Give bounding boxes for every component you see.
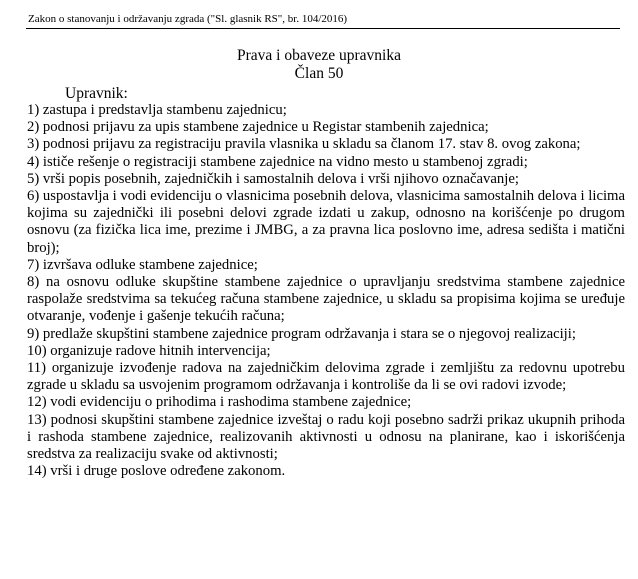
list-item-7: 7) izvršava odluke stambene zajednice;	[27, 256, 258, 273]
list-item-10: 10) organizuje radove hitnih intervencija;	[27, 342, 271, 359]
list-item-13: 13) podnosi skupštini stambene zajednice izveštaj o radu koji posebno sadrži prikaz ukupnih prihoda i rashoda stambene zajednice, realizovanih aktivnosti u odnosu na planirane, kao i iskorišćenja sredstva za realizaciju svake od aktivnosti;	[27, 411, 625, 463]
list-item-1: 1) zastupa i predstavlja stambenu zajednicu;	[27, 102, 287, 118]
article-number: Član 50	[294, 65, 344, 82]
list-item-11: 11) organizuje izvođenje radova na zajedničkim delovima zgrade i zemljištu za redovnu upotrebu zgrade u skladu sa usvojenim programom održavanja i kontroliše da li se ovi radovi izvode;	[27, 360, 625, 394]
article-intro: Upravnik:	[65, 85, 128, 102]
list-item-3: 3) podnosi prijavu za registraciju pravila vlasnika u skladu sa članom 17. stav 8. ovog zakona;	[27, 136, 581, 153]
list-item-9: 9) predlaže skupštini stambene zajednice program održavanja i stara se o njegovoj realizaciji;	[27, 325, 576, 342]
law-citation-header: Zakon o stanovanju i održavanju zgrada ("Sl. glasnik RS", br. 104/2016)	[28, 13, 348, 25]
header-divider	[26, 28, 620, 29]
duties-list	[27, 102, 625, 480]
article-heading: Prava i obaveze upravnika	[237, 47, 401, 64]
list-item-8: 8) na osnovu odluke skupštine stambene zajednice o upravljanju sredstvima stambene zajednice raspolaže sredstvima sa tekućeg računa stambene zajednice, u skladu sa propisima kojima se uređuje otvaranje, vođenje i gašenje tekućih računa;	[27, 274, 625, 325]
list-item-12: 12) vodi evidenciju o prihodima i rashodima stambene zajednice;	[27, 394, 412, 411]
list-item-4: 4) ističe rešenje o registraciji stambene zajednice na vidno mesto u stambenoj zgradi;	[27, 153, 528, 170]
list-item-14: 14) vrši i druge poslove određene zakonom.	[27, 463, 286, 480]
list-item-5: 5) vrši popis posebnih, zajedničkih i samostalnih delova i vrši njihovo označavanje;	[27, 170, 519, 187]
list-item-2: 2) podnosi prijavu za upis stambene zajednice u Registar stambenih zajednica;	[27, 119, 489, 136]
list-item-6: 6) uspostavlja i vodi evidenciju o vlasnicima posebnih delova, vlasnicima samostalnih delova i licima kojima su zajednički ili posebni delovi zgrade izdati u zakup, odnosno na korišćenje po drugom osnovu (za fizička lica ime, prezime i JMBG, a za pravna lica poslovno ime, adresa sedišta i matični broj);	[27, 188, 625, 256]
